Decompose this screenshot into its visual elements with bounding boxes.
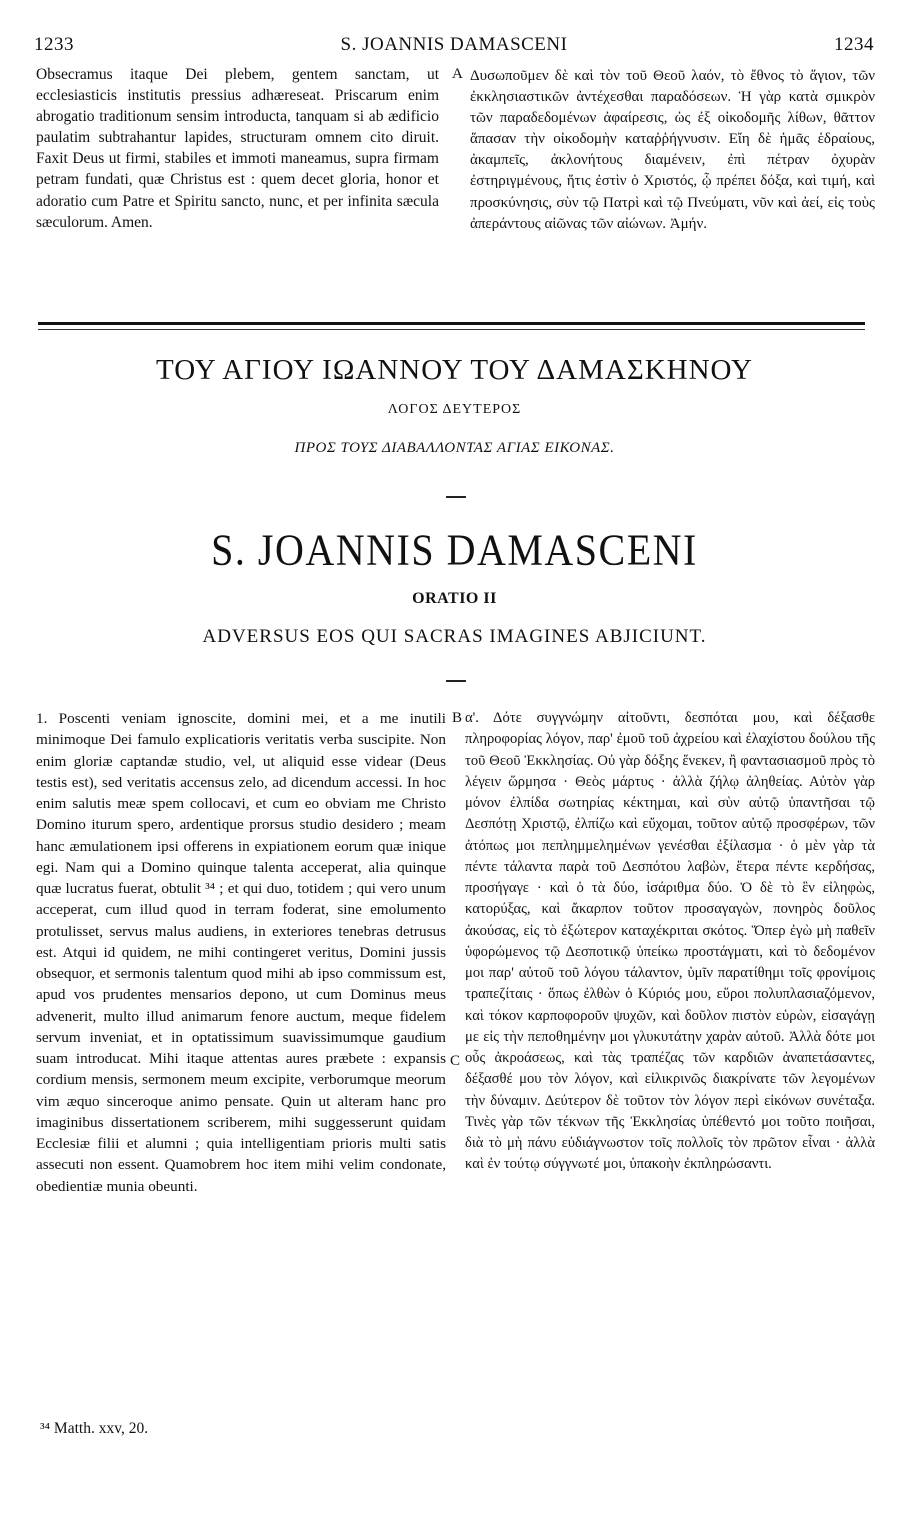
column-marker-b: B xyxy=(452,710,463,726)
section-rule-thick xyxy=(38,322,865,325)
latin-paragraph-top: Obsecramus itaque Dei plebem, gentem sanctam, ut ecclesiasticis institutis pressius adhæreseat. Priscarum enim abrogatio traditionum sensim introducta, tanquam si ab ædificio paulatim subtrahantur lapides, structuram omnem cito diruit. Faxit Deus ut firmi, stabiles et immoti maneamus, supra firmam petram fundati, quæ Christus est : quem decet gloria, honor et adoratio cum Patre et Spiritu sancto, nunc, et per infinita sæcula sæculorum. Amen. xyxy=(36,66,439,231)
section-rule-thin xyxy=(38,329,865,330)
greek-column-bottom xyxy=(465,708,875,1176)
page-number-left: 1233 xyxy=(34,34,74,55)
short-rule-1 xyxy=(446,496,466,498)
greek-title: ΤΟΥ ΑΓΙΟΥ ΙΩΑΝΝΟΥ ΤΟΥ ΔΑΜΑΣΚΗΝΟΥ xyxy=(156,354,753,386)
greek-subtitle: ΛΟΓΟΣ ΔΕΥΤΕΡΟΣ xyxy=(387,402,522,417)
short-rule-2 xyxy=(446,680,466,682)
column-marker-c: C xyxy=(450,1053,461,1069)
running-title: S. JOANNIS DAMASCENI xyxy=(340,34,568,55)
latin-subtitle: ORATIO II xyxy=(412,590,497,607)
latin-heading: ADVERSUS EOS QUI SACRAS IMAGINES ABJICIUNT. xyxy=(202,626,707,647)
footnote: ³⁴ Matth. xxv, 20. xyxy=(40,1420,149,1437)
latin-paragraph-bottom: 1. Poscenti veniam ignoscite, domini mei, et a me inutili minimoque Dei famulo explicatioris veritatis verba suscipite. Non enim gloriæ captandæ studio, vel, ut aliquid esse videar (Deus testis est), sed veritatis accensus zelo, ad dicendum accessi. In hoc enim salutis meæ spem collocavi, et cum eo obviam me Christo Domino iturum spero, ardentique prorsus studio desidero ; meam hanc æmulationem ipsi offerens in expiationem eorum quæ inique egi. Nam qui a Domino quinque talenta acceperat, alia quinque quæ lucratus fuerat, obtulit ³⁴ ; et qui duo, totidem ; qui vero unum acceperat, cum illud quod in terram foderat, sine emolumento protulisset, servus malus audiens, in exteriores tenebras detrusus est. Atqui id quidem, ne mihi contingeret veritus, Domini jussis obsequor, et sermonis talentum quod mihi ab ipso commissum est, apud vos prudentes mensarios depono, ut cum Dominus meus advenerit, multo illud animarum fenore auctum, meque fidelem servum inveniat, et in optatissimum suavissimumque gaudium suam introducat. Mihi itaque attentas aures præbete : expansis cordium mensis, sermonem meum excipite, verborumque meorum vim æquo sinceroque animo pensate. Quin ut alteram hanc pro imaginibus dissertationem scriberem, mihi suggesserunt quidam Ecclesiæ filii et alumni ; quia intelligentiam prioris multi satis assecuti non essent. Quamobrem hoc item mihi velim condonate, obedientiæ munia obeunti. xyxy=(36,710,446,1195)
running-head xyxy=(34,34,874,58)
greek-heading: ΠΡΟΣ ΤΟΥΣ ΔΙΑΒΑΛΛΟΝΤΑΣ ΑΓΙΑΣ ΕΙΚΟΝΑΣ. xyxy=(294,440,615,456)
latin-title: S. JOANNIS DAMASCENI xyxy=(211,524,698,575)
column-marker-a: A xyxy=(452,66,463,82)
latin-column-top xyxy=(36,64,439,233)
greek-column-top xyxy=(470,66,875,235)
latin-column-bottom xyxy=(36,708,446,1197)
page-number-right: 1234 xyxy=(834,34,874,55)
greek-paragraph-top: Δυσωποῦμεν δὲ καὶ τὸν τοῦ Θεοῦ λαόν, τὸ ἔθνος τὸ ἅγιον, τῶν ἐκκλησιαστικῶν ἀντέχεσθαι παραδόσεων. Ἡ γὰρ κατὰ σμικρὸν τῶν παραδεδομένων ἀφαίρεσις, ὡς ἐξ οἰκοδομῆς λίθων, θᾶττον ἅπασαν τὴν οἰκοδομὴν καταῤῥήγνυσιν. Εἴη δὲ ἡμᾶς ἑδραίους, ἀκαμπεῖς, ἀκλονήτους διαμένειν, ἐπὶ πέτραν ὀχυρὰν ἐστηριγμένους, ἥτις ἐστὶν ὁ Χριστός, ᾧ πρέπει δόξα, καὶ τιμή, καὶ προσκύνησις, σὺν τῷ Πατρὶ καὶ τῷ Πνεύματι, νῦν καὶ ἀεί, εἰς τοὺς ἀπεράντους αἰῶνας τῶν αἰώνων. Ἀμήν. xyxy=(470,68,875,232)
greek-paragraph-bottom: α'. Δότε συγγνώμην αἰτοῦντι, δεσπόται μου, καὶ δέξασθε πληροφορίας λόγον, παρ' ἐμοῦ τοῦ ἀχρείου καὶ ἐλαχίστου δούλου τῆς τοῦ Θεοῦ Ἐκκλησίας. Οὐ γὰρ δόξης ἕνεκεν, ἢ φαντασιασμοῦ πρὸς τὸ λέγειν ὥρμησα · Θεὸς μάρτυς · ἀλλὰ ζήλῳ ἀληθείας. Αὐτὸν γὰρ μόνον ἐλπίδα σωτηρίας κέκτημαι, καὶ σὺν αὐτῷ ὑπαντῆσαι τῷ Δεσπότῃ Χριστῷ, ἐλπίζω καὶ εὔχομαι, τοῦτον αὐτῷ προσφέρων, τῶν ἀτόπως μοι πεπλημμελημένων γενέσθαι ἐξίλασμα · ὁ μὲν γὰρ τὰ πέντε τάλαντα παρὰ τοῦ Δεσπότου λαβὼν, ἕτερα πέντε κερδήσας, προσήγαγε · καὶ ὁ τὰ δύο, ἰσάριθμα δύο. Ὁ δὲ τὸ ἓν εἰληφὼς, κατορύξας, καὶ ἄκαρπον τοῦτον προσαγαγὼν, πονηρὸς δοῦλος ἀκούσας, εἰς τὸ ἐξώτερον καταχέκριται σκότος. Ὅπερ ἐγὼ μὴ παθεῖν ὑφορώμενος τῷ Δεσποτικῷ ὑπείκω προστάγματι, καὶ τὸ δεδομένον μοι παρ' αὐτοῦ τοῦ λόγου τάλαντον, ὑμῖν παρατίθημι τοῖς φρονίμοις τραπεζίταις · ὅπως ἐλθὼν ὁ Κύριός μου, εὕροι πολυπλασιαζόμενον, καὶ τόκον καρποφοροῦν ψυχῶν, καὶ δοῦλον πιστὸν εὑρὼν, εἰσαγάγῃ με εἰς τὴν πεποθημένην μοι γλυκυτάτην χαρὰν αὐτοῦ. Ἀλλὰ δότε μοι οὖς ἀκροάσεως, καὶ τὰς τραπέζας τῶν καρδιῶν ἀναπετάσαντες, δέξασθέ μου τὸν λόγον, καὶ εἰλικρινῶς διακρίνατε τῶν λεγομένων τὴν δύναμιν. Δεύτερον δὲ τοῦτον τὸν λόγον περὶ εἰκόνων συνέταξα. Τινὲς γὰρ τῶν τέκνων τῆς Ἐκκλησίας ὑπέθεντό μοι τοῦτο ποιῆσαι, διὰ τὸ μὴ πάνυ εὐδιάγνωστον τοῖς πολλοῖς τὸν πρῶτον εἶναι · ἀλλὰ καὶ ἐν τούτῳ σύγγνωτέ μοι, ὑπακοὴν ἐκπληρώσαντι. xyxy=(465,710,875,1173)
